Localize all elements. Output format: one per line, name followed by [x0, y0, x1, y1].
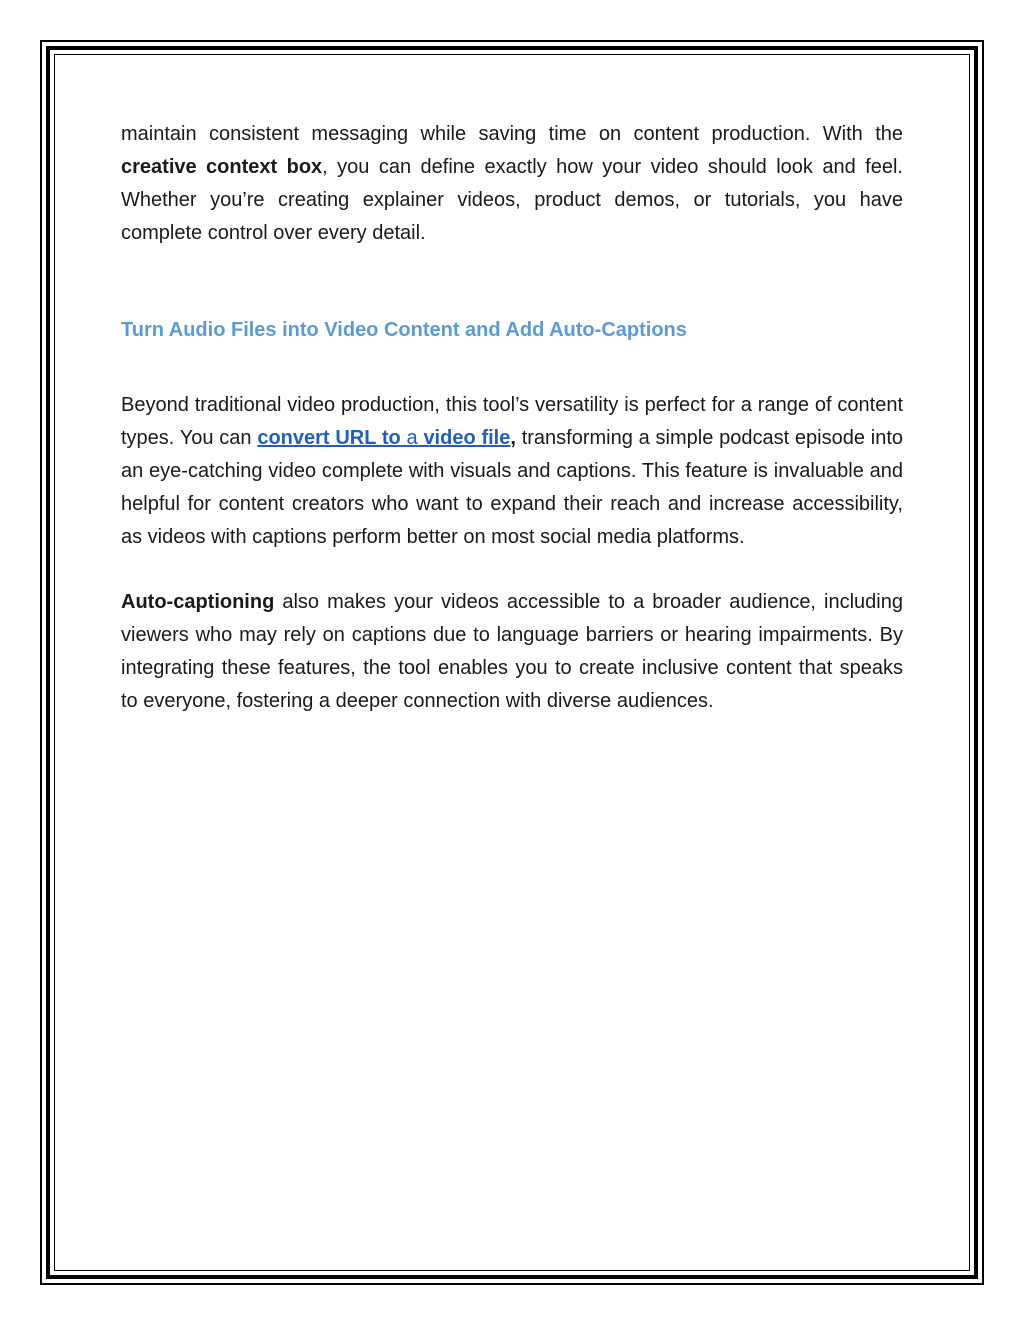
paragraph-text: transforming a simple podcast episode into an eye-catching video complete with visuals and captions. This feature is invaluable and helpful for content creators who want to expand their reach and increase accessibility, as videos with captions perform better on most social media platforms.: [121, 427, 903, 548]
paragraph-auto-captioning: [121, 586, 903, 718]
auto-captioning-term: Auto-captioning: [121, 591, 275, 613]
paragraph-text: Beyond traditional video production, this tool’s versatility is perfect for a range of content types. You can: [121, 394, 903, 449]
document-body: [121, 118, 903, 718]
creative-context-box-term: creative context box: [121, 156, 323, 178]
paragraph-audio-to-video: [121, 389, 903, 554]
paragraph-creative-context: [121, 118, 903, 250]
paragraph-text: also makes your videos accessible to a broader audience, including viewers who may rely on captions due to language barriers or hearing impairments. By integrating these features, the tool enables you to create inclusive content that speaks to everyone, fostering a deeper connection with diverse audiences.: [121, 591, 903, 712]
paragraph-text: , you can define exactly how your video should look and feel. Whether you’re creating explainer videos, product demos, or tutorials, you have complete control over every detail.: [121, 156, 903, 244]
link-comma: ,: [510, 427, 516, 449]
paragraph-text: maintain consistent messaging while saving time on content production. With the: [121, 123, 903, 145]
convert-url-link[interactable]: convert URL to a video file: [257, 427, 511, 449]
section-heading: Turn Audio Files into Video Content and Add Auto-Captions: [121, 319, 687, 341]
